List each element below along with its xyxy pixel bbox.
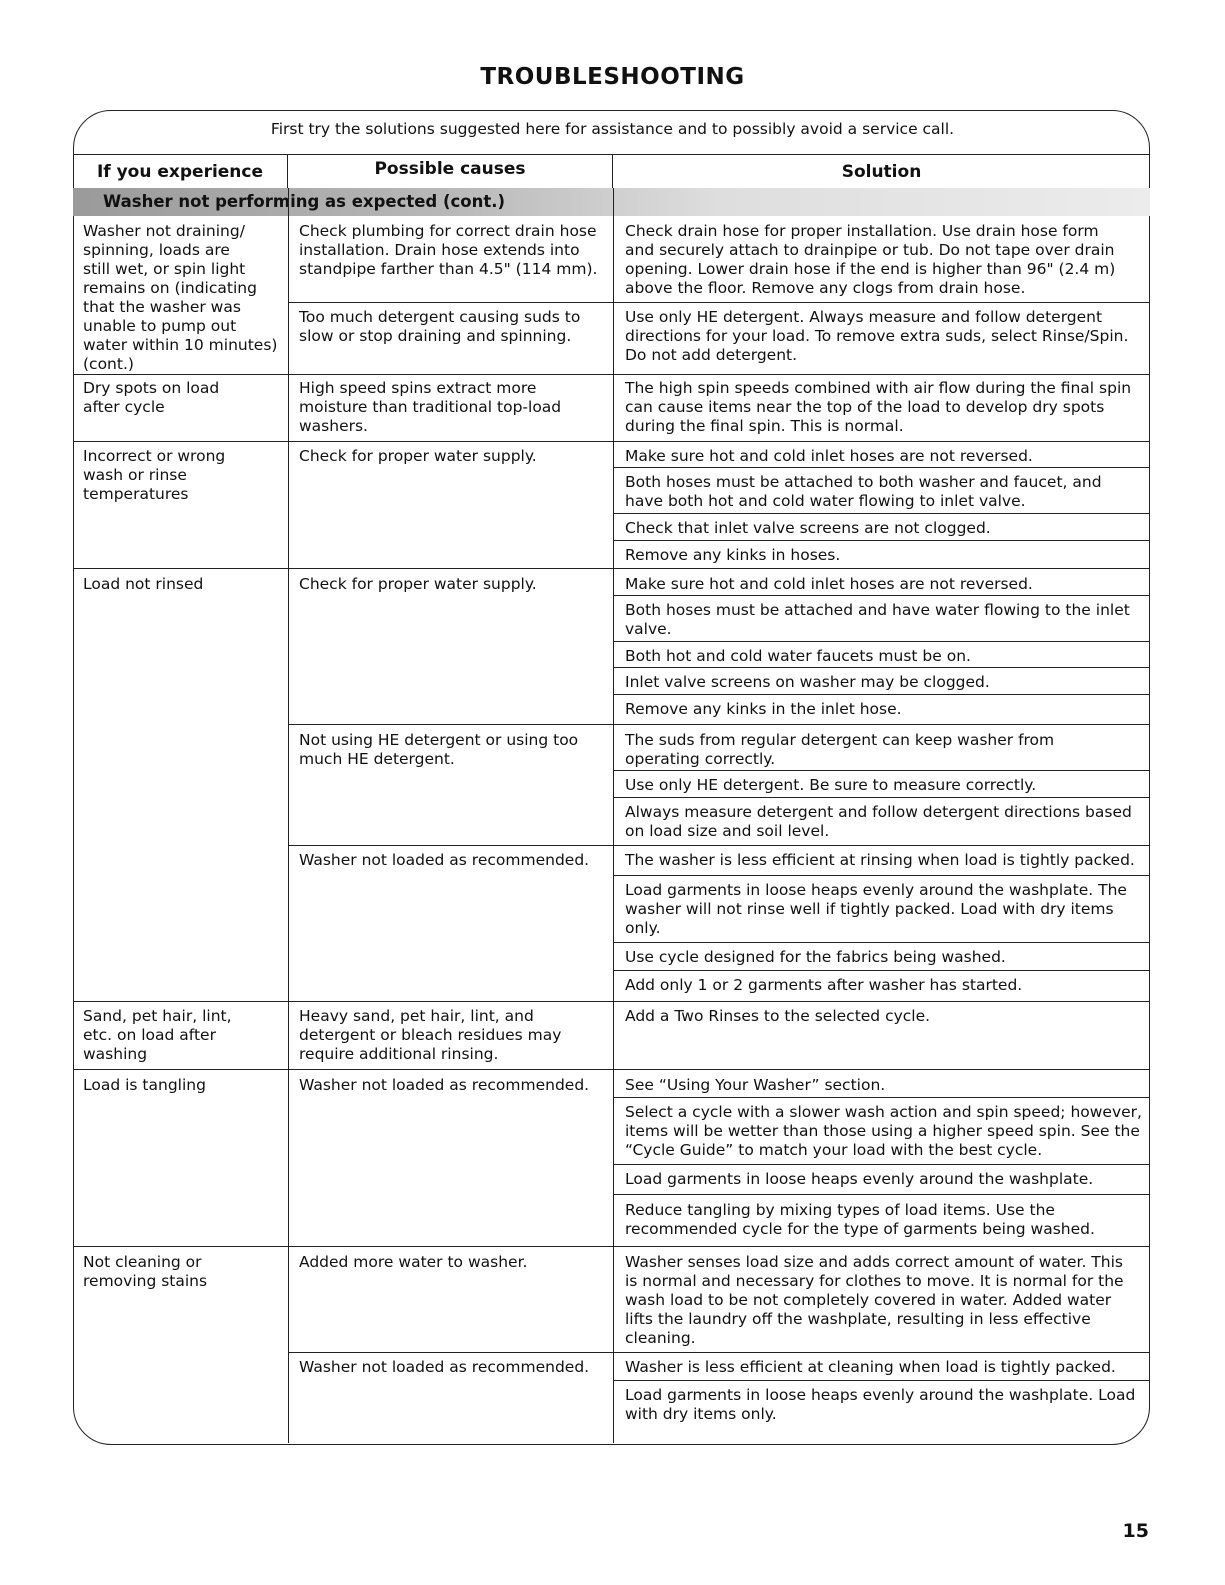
row-divider <box>73 1246 1150 1247</box>
solution-cell: Load garments in loose heaps evenly around the washplate. <box>625 1170 1094 1188</box>
cause-cell: Check for proper water supply. <box>299 447 537 465</box>
symptom-cell: Sand, pet hair, lint, etc. on load after washing <box>83 1007 232 1063</box>
solution-cell: Washer is less efficient at cleaning when load is tightly packed. <box>625 1358 1116 1376</box>
row-divider <box>288 724 1150 725</box>
row-divider <box>613 1194 1150 1195</box>
row-divider <box>288 1352 1150 1353</box>
solution-cell: Make sure hot and cold inlet hoses are not reversed. <box>625 447 1033 465</box>
column-divider <box>613 188 614 1443</box>
page-title: TROUBLESHOOTING <box>480 64 745 90</box>
solution-cell: Add only 1 or 2 garments after washer has started. <box>625 976 1023 994</box>
cause-cell: Check for proper water supply. <box>299 575 537 593</box>
solution-cell: Add a Two Rinses to the selected cycle. <box>625 1007 931 1025</box>
section-heading: Washer not performing as expected (cont.) <box>73 188 1150 216</box>
row-divider <box>613 875 1150 876</box>
symptom-cell: Incorrect or wrong wash or rinse temperatures <box>83 447 226 503</box>
row-divider <box>613 694 1150 695</box>
cause-cell: Check plumbing for correct drain hose installation. Drain hose extends into standpipe farther than 4.5" (114 mm). <box>299 222 598 278</box>
solution-cell: Use only HE detergent. Always measure and follow detergent directions for your load. To remove extra suds, select Rinse/Spin. Do not add detergent. <box>625 308 1129 364</box>
row-divider <box>613 797 1150 798</box>
solution-cell: The high spin speeds combined with air flow during the final spin can cause items near the top of the load to develop dry spots during the final spin. This is normal. <box>625 379 1132 435</box>
solution-cell: Load garments in loose heaps evenly around the washplate. Load with dry items only. <box>625 1386 1136 1423</box>
solution-cell: Both hoses must be attached and have water flowing to the inlet valve. <box>625 601 1130 638</box>
solution-cell: Reduce tangling by mixing types of load items. Use the recommended cycle for the type of garments being washed. <box>625 1201 1095 1238</box>
solution-cell: Remove any kinks in the inlet hose. <box>625 700 902 718</box>
solution-cell: Load garments in loose heaps evenly around the washplate. The washer will not rinse well if tightly packed. Load with dry items only. <box>625 881 1127 937</box>
symptom-cell: Washer not draining/ spinning, loads are still wet, or spin light remains on (indicating that the washer was unable to pump out water within 10 minutes) (cont.) <box>83 222 278 373</box>
row-divider <box>613 513 1150 514</box>
cause-cell: High speed spins extract more moisture than traditional top-load washers. <box>299 379 562 435</box>
cause-cell: Washer not loaded as recommended. <box>299 1076 590 1094</box>
solution-cell: The washer is less efficient at rinsing when load is tightly packed. <box>625 851 1135 869</box>
solution-cell: Always measure detergent and follow detergent directions based on load size and soil level. <box>625 803 1132 840</box>
row-divider <box>613 540 1150 541</box>
cause-cell: Added more water to washer. <box>299 1253 528 1271</box>
row-divider <box>288 845 1150 846</box>
solution-cell: The suds from regular detergent can keep washer from operating correctly. <box>625 731 1055 768</box>
row-divider <box>613 641 1150 642</box>
symptom-cell: Not cleaning or removing stains <box>83 1253 208 1290</box>
row-divider <box>288 302 1150 303</box>
symptom-cell: Load is tangling <box>83 1076 206 1094</box>
header-if-you-experience: If you experience <box>73 154 288 188</box>
row-divider <box>613 1164 1150 1165</box>
cause-cell: Washer not loaded as recommended. <box>299 1358 590 1376</box>
cause-cell: Not using HE detergent or using too much HE detergent. <box>299 731 579 768</box>
solution-cell: See “Using Your Washer” section. <box>625 1076 886 1094</box>
symptom-cell: Load not rinsed <box>83 575 204 593</box>
row-divider <box>613 1097 1150 1098</box>
solution-cell: Remove any kinks in hoses. <box>625 546 841 564</box>
solution-cell: Check drain hose for proper installation. Use drain hose form and securely attach to drainpipe or tub. Do not tape over drain opening. Lower drain hose if the end is higher than 96" (2.4 m) above the floor. Remove any clogs from drain hose. <box>625 222 1116 297</box>
solution-cell: Use only HE detergent. Be sure to measure correctly. <box>625 776 1037 794</box>
header-possible-causes: Possible causes <box>288 154 613 188</box>
row-divider <box>73 568 1150 569</box>
page-number: 15 <box>1122 1520 1149 1542</box>
solution-cell: Inlet valve screens on washer may be clogged. <box>625 673 990 691</box>
row-divider <box>613 970 1150 971</box>
cause-cell: Too much detergent causing suds to slow or stop draining and spinning. <box>299 308 581 345</box>
cause-cell: Heavy sand, pet hair, lint, and detergent or bleach residues may require additional rinsing. <box>299 1007 562 1063</box>
solution-cell: Washer senses load size and adds correct amount of water. This is normal and necessary for clothes to move. It is normal for the wash load to be not completely covered in water. Added water lifts the laundry off the washplate, resulting in less effective cleaning. <box>625 1253 1124 1347</box>
symptom-cell: Dry spots on load after cycle <box>83 379 220 416</box>
solution-cell: Both hoses must be attached to both washer and faucet, and have both hot and cold water flowing to inlet valve. <box>625 473 1102 510</box>
row-divider <box>73 441 1150 442</box>
row-divider <box>613 467 1150 468</box>
row-divider <box>613 595 1150 596</box>
header-solution: Solution <box>613 154 1150 188</box>
solution-cell: Both hot and cold water faucets must be on. <box>625 647 971 665</box>
row-divider <box>613 667 1150 668</box>
row-divider <box>613 942 1150 943</box>
cause-cell: Washer not loaded as recommended. <box>299 851 590 869</box>
row-divider <box>613 770 1150 771</box>
solution-cell: Use cycle designed for the fabrics being washed. <box>625 948 1006 966</box>
row-divider <box>73 1069 1150 1070</box>
solution-cell: Make sure hot and cold inlet hoses are not reversed. <box>625 575 1033 593</box>
column-divider <box>288 188 289 1443</box>
solution-cell: Select a cycle with a slower wash action and spin speed; however, items will be wetter than those using a higher speed spin. See the “Cycle Guide” to match your load with the best cycle. <box>625 1103 1142 1159</box>
row-divider <box>613 1380 1150 1381</box>
row-divider <box>73 374 1150 375</box>
solution-cell: Check that inlet valve screens are not clogged. <box>625 519 991 537</box>
row-divider <box>73 1001 1150 1002</box>
intro-text: First try the solutions suggested here for assistance and to possibly avoid a service call. <box>270 120 955 138</box>
